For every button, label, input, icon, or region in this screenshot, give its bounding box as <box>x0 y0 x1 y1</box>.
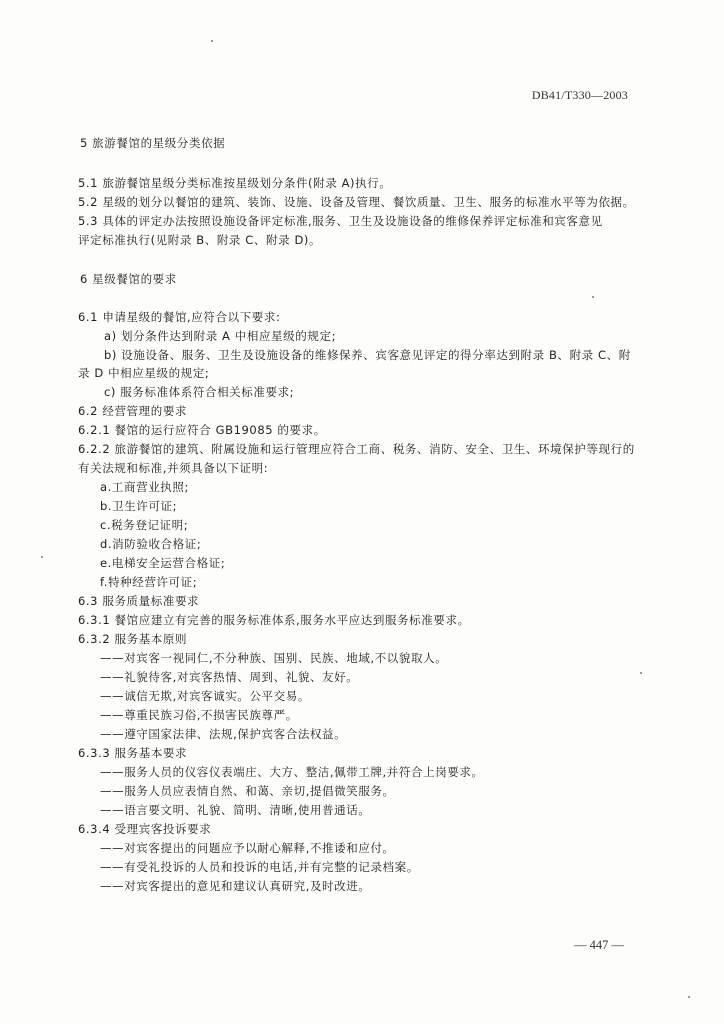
section-heading-5: 5 旅游餐馆的星级分类依据 <box>80 136 226 150</box>
certificate-b: b.卫生许可证; <box>100 499 178 513</box>
complaint-3: ——对宾客提出的意见和建议认真研究,及时改进。 <box>100 879 371 893</box>
certificate-a: a.工商营业执照; <box>100 480 189 494</box>
scan-speck <box>211 40 213 42</box>
clause-6-2-2: 6.2.2 旅游餐馆的建筑、附属设施和运行管理应符合工商、税务、消防、安全、卫生、环境保护等现行的 <box>78 442 635 456</box>
item-6-1-c: c) 服务标准体系符合相关标准要求; <box>104 385 295 399</box>
item-6-1-a: a) 划分条件达到附录 A 中相应星级的规定; <box>104 329 337 343</box>
certificate-f: f.特种经营许可证; <box>100 575 198 589</box>
clause-6-3-1: 6.3.1 餐馆应建立有完善的服务标准体系,服务水平应达到服务标准要求。 <box>78 613 470 627</box>
scan-speck <box>640 672 642 674</box>
certificate-e: e.电梯安全运营合格证; <box>100 556 226 570</box>
clause-6-3-3: 6.3.3 服务基本要求 <box>78 746 188 760</box>
principle-5: ——遵守国家法律、法规,保护宾客合法权益。 <box>100 727 347 741</box>
clause-5-2: 5.2 星级的划分以餐馆的建筑、装饰、设施、设备及管理、餐饮质量、卫生、服务的标准水平等为依据。 <box>78 195 635 209</box>
clause-6-3: 6.3 服务质量标准要求 <box>78 594 200 608</box>
complaint-1: ——对宾客提出的问题应予以耐心解释,不推诿和应付。 <box>100 841 395 855</box>
clause-5-3: 5.3 具体的评定办法按照设施设备评定标准,服务、卫生及设施设备的维修保养评定标准和宾客意见 <box>78 214 603 228</box>
requirement-3: ——语言要文明、礼貌、简明、清晰,使用普通话。 <box>100 803 371 817</box>
clause-6-3-4: 6.3.4 受理宾客投诉要求 <box>78 822 212 836</box>
scan-speck <box>41 556 43 558</box>
clause-6-2-1: 6.2.1 餐馆的运行应符合 GB19085 的要求。 <box>78 423 326 437</box>
clause-5-1: 5.1 旅游餐馆星级分类标准按星级划分条件(附录 A)执行。 <box>78 176 392 190</box>
document-code: DB41/T330—2003 <box>531 88 628 102</box>
certificate-d: d.消防验收合格证; <box>100 537 202 551</box>
certificate-c: c.税务登记证明; <box>100 518 189 532</box>
principle-1: ——对宾客一视同仁,不分种族、国别、民族、地域,不以貌取人。 <box>100 651 448 665</box>
complaint-2: ——有受礼投诉的人员和投诉的电话,并有完整的记录档案。 <box>100 860 419 874</box>
clause-6-2: 6.2 经营管理的要求 <box>78 404 188 418</box>
clause-5-3-cont: 评定标准执行(见附录 B、附录 C、附录 D)。 <box>78 233 322 247</box>
clause-6-3-2: 6.3.2 服务基本原则 <box>78 632 188 646</box>
page-number: — 447 — <box>574 938 624 952</box>
item-6-1-b-cont: 录 D 中相应星级的规定; <box>78 366 210 380</box>
requirement-1: ——服务人员的仪容仪表端庄、大方、整洁,佩带工牌,并符合上岗要求。 <box>100 765 484 779</box>
principle-4: ——尊重民族习俗,不损害民族尊严。 <box>100 708 298 722</box>
principle-3: ——诚信无欺,对宾客诚实。公平交易。 <box>100 689 310 703</box>
section-heading-6: 6 星级餐馆的要求 <box>80 272 177 286</box>
clause-6-1: 6.1 申请星级的餐馆,应符合以下要求: <box>78 310 281 324</box>
principle-2: ——礼貌待客,对宾客热情、周到、礼貌、友好。 <box>100 670 359 684</box>
clause-6-2-2-cont: 有关法规和标准,并须具备以下证明: <box>78 461 269 475</box>
item-6-1-b: b) 设施设备、服务、卫生及设施设备的维修保养、宾客意见评定的得分率达到附录 B、附录 C、附 <box>104 348 631 362</box>
requirement-2: ——服务人员应表情自然、和蔼、亲切,提倡微笑服务。 <box>100 784 395 798</box>
scan-speck <box>688 996 690 998</box>
scan-speck <box>592 296 594 298</box>
